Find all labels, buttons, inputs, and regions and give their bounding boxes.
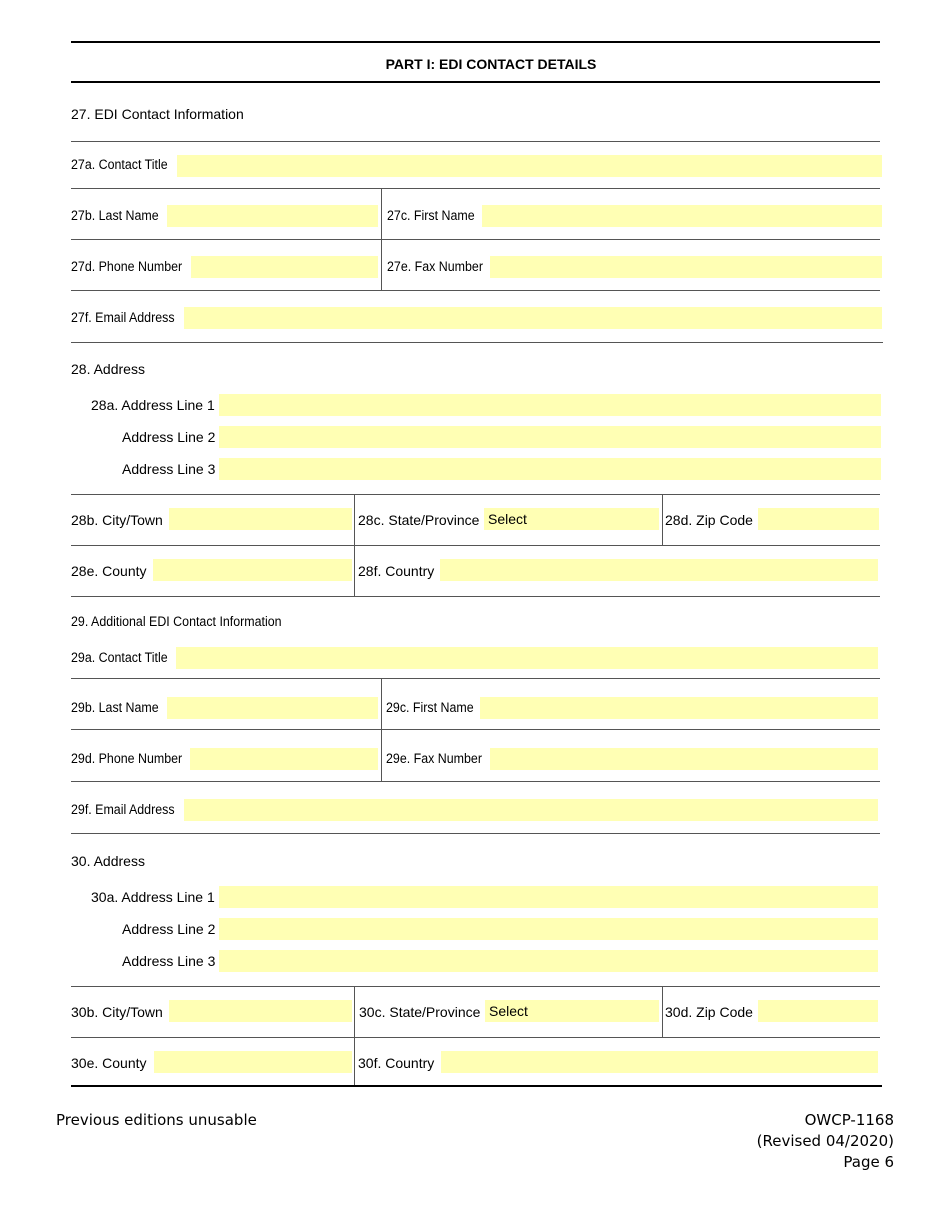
divider bbox=[71, 494, 880, 495]
page-title: PART I: EDI CONTACT DETAILS bbox=[385, 56, 597, 72]
additional-fax-number-field[interactable] bbox=[490, 748, 878, 770]
additional-first-name-label: 29c. First Name bbox=[386, 700, 474, 715]
second-address-line-3-label: Address Line 3 bbox=[122, 953, 216, 969]
footer-editions-note: Previous editions unusable bbox=[56, 1111, 257, 1129]
county-field[interactable] bbox=[153, 559, 352, 581]
address-line-1-field[interactable] bbox=[219, 394, 881, 416]
second-state-province-label: 30c. State/Province bbox=[359, 1004, 481, 1020]
additional-email-address-field[interactable] bbox=[184, 799, 878, 821]
second-country-label: 30f. Country bbox=[358, 1055, 435, 1071]
second-address-line-3-field[interactable] bbox=[219, 950, 878, 972]
email-address-label: 27f. Email Address bbox=[71, 310, 175, 325]
revision-date: (Revised 04/2020) bbox=[756, 1132, 894, 1150]
second-city-town-label: 30b. City/Town bbox=[71, 1004, 163, 1020]
contact-title-label: 27a. Contact Title bbox=[71, 157, 168, 172]
phone-number-field[interactable] bbox=[191, 256, 378, 278]
second-county-label: 30e. County bbox=[71, 1055, 147, 1071]
country-label: 28f. Country bbox=[358, 563, 435, 579]
first-name-label: 27c. First Name bbox=[387, 208, 475, 223]
second-zip-code-field[interactable] bbox=[758, 1000, 878, 1022]
form-id: OWCP-1168 bbox=[804, 1111, 894, 1129]
second-zip-code-label: 30d. Zip Code bbox=[665, 1004, 753, 1020]
divider bbox=[662, 986, 663, 1037]
address-line-3-field[interactable] bbox=[219, 458, 881, 480]
second-address-line-1-field[interactable] bbox=[219, 886, 878, 908]
divider bbox=[71, 833, 880, 834]
zip-code-field[interactable] bbox=[758, 508, 879, 530]
divider bbox=[71, 290, 880, 291]
state-province-label: 28c. State/Province bbox=[358, 512, 480, 528]
country-field[interactable] bbox=[440, 559, 878, 581]
section-29-heading: 29. Additional EDI Contact Information bbox=[71, 614, 282, 629]
divider bbox=[71, 986, 880, 987]
divider bbox=[71, 141, 880, 142]
address-line-2-field[interactable] bbox=[219, 426, 881, 448]
zip-code-label: 28d. Zip Code bbox=[665, 512, 753, 528]
second-address-line-1-label: 30a. Address Line 1 bbox=[91, 889, 215, 905]
address-line-1-label: 28a. Address Line 1 bbox=[91, 397, 215, 413]
last-name-field[interactable] bbox=[167, 205, 378, 227]
city-town-label: 28b. City/Town bbox=[71, 512, 163, 528]
additional-contact-title-field[interactable] bbox=[176, 647, 878, 669]
second-address-line-2-field[interactable] bbox=[219, 918, 878, 940]
email-address-field[interactable] bbox=[184, 307, 882, 329]
divider bbox=[662, 494, 663, 545]
fax-number-label: 27e. Fax Number bbox=[387, 259, 483, 274]
section-30-heading: 30. Address bbox=[71, 853, 145, 869]
second-address-line-2-label: Address Line 2 bbox=[122, 921, 216, 937]
contact-title-field[interactable] bbox=[177, 155, 882, 177]
state-province-select[interactable]: Select bbox=[484, 508, 659, 530]
page-number: Page 6 bbox=[843, 1153, 894, 1171]
section-bottom-rule bbox=[71, 1085, 882, 1087]
additional-last-name-label: 29b. Last Name bbox=[71, 700, 159, 715]
divider bbox=[71, 729, 880, 730]
additional-phone-number-label: 29d. Phone Number bbox=[71, 751, 183, 766]
divider bbox=[71, 678, 880, 679]
header-bottom-rule bbox=[71, 81, 880, 83]
divider bbox=[71, 781, 880, 782]
header-top-rule bbox=[71, 41, 880, 43]
divider bbox=[71, 239, 880, 240]
last-name-label: 27b. Last Name bbox=[71, 208, 159, 223]
divider bbox=[71, 342, 883, 343]
divider bbox=[71, 1037, 880, 1038]
section-27-heading: 27. EDI Contact Information bbox=[71, 106, 244, 122]
second-city-town-field[interactable] bbox=[169, 1000, 352, 1022]
divider bbox=[71, 545, 880, 546]
additional-fax-number-label: 29e. Fax Number bbox=[386, 751, 482, 766]
additional-contact-title-label: 29a. Contact Title bbox=[71, 650, 168, 665]
first-name-field[interactable] bbox=[482, 205, 882, 227]
divider bbox=[71, 596, 880, 597]
second-country-field[interactable] bbox=[441, 1051, 878, 1073]
additional-last-name-field[interactable] bbox=[167, 697, 378, 719]
additional-phone-number-field[interactable] bbox=[190, 748, 378, 770]
additional-first-name-field[interactable] bbox=[480, 697, 878, 719]
city-town-field[interactable] bbox=[169, 508, 352, 530]
county-label: 28e. County bbox=[71, 563, 147, 579]
section-28-heading: 28. Address bbox=[71, 361, 145, 377]
divider bbox=[71, 188, 880, 189]
second-county-field[interactable] bbox=[154, 1051, 352, 1073]
second-state-province-select[interactable]: Select bbox=[485, 1000, 659, 1022]
additional-email-address-label: 29f. Email Address bbox=[71, 802, 175, 817]
phone-number-label: 27d. Phone Number bbox=[71, 259, 183, 274]
address-line-2-label: Address Line 2 bbox=[122, 429, 216, 445]
address-line-3-label: Address Line 3 bbox=[122, 461, 216, 477]
fax-number-field[interactable] bbox=[490, 256, 882, 278]
